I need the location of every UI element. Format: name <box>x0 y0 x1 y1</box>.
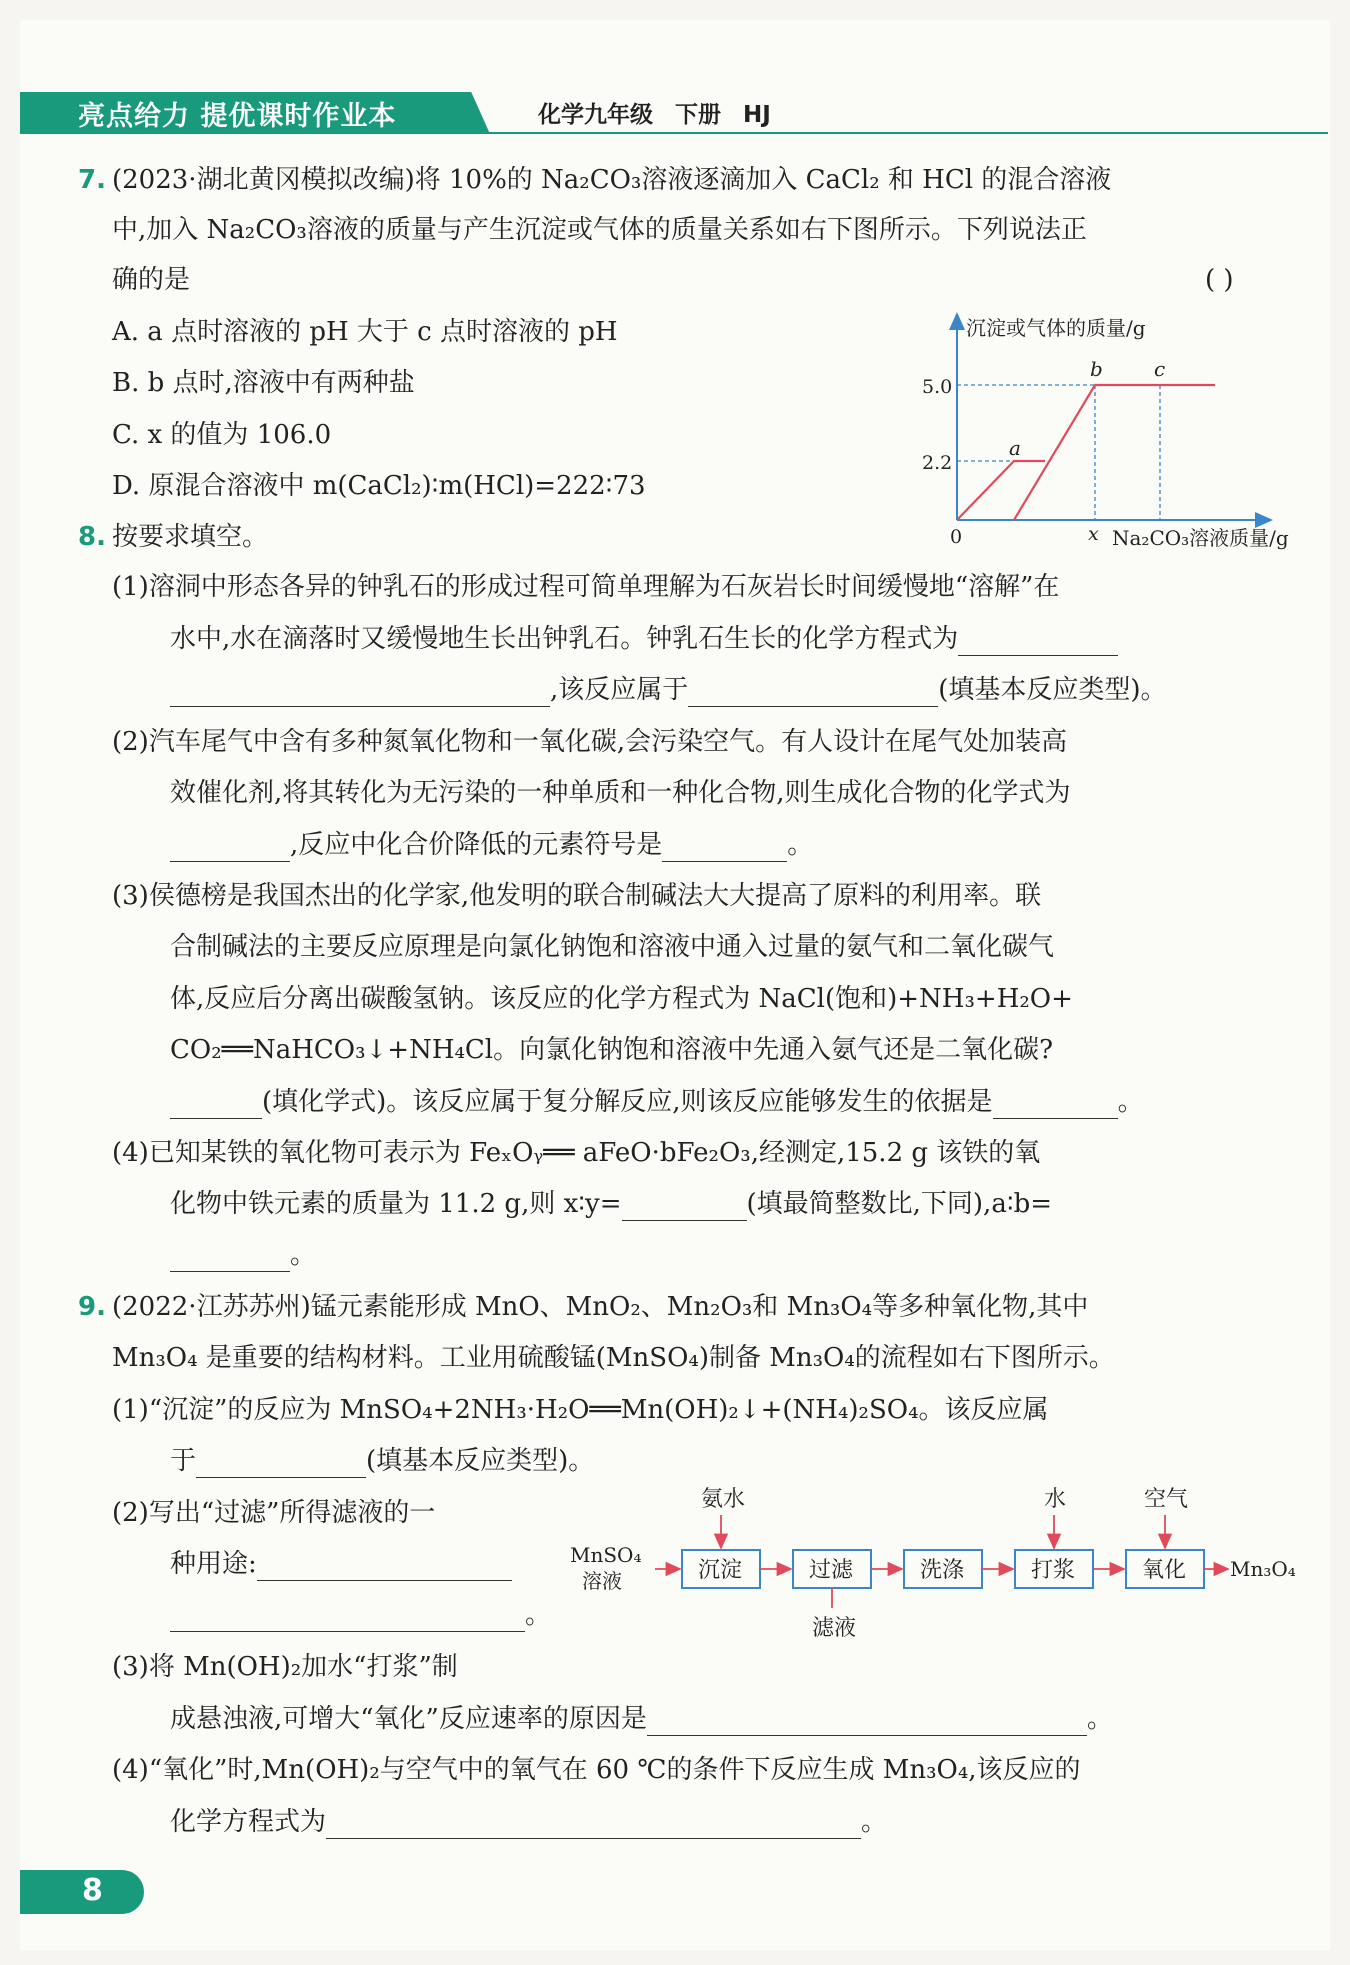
answer-blank[interactable] <box>993 1092 1118 1119</box>
flow-step-filter: 过滤 <box>809 1558 854 1583</box>
flow-input-air: 空气 <box>1144 1487 1189 1512</box>
question-7-line1: (2023·湖北黄冈模拟改编)将 10%的 Na₂CO₃溶液逐滴加入 CaCl₂ 和 HCl 的混合溶液 <box>112 165 1112 195</box>
question-7-line2: 中,加入 Na₂CO₃溶液的质量与产生沉淀或气体的质量关系如右下图所示。下列说法正 <box>112 215 1087 245</box>
answer-blank[interactable] <box>326 1812 861 1839</box>
q9-part4-line2: 化学方程式为 。 <box>170 1807 888 1837</box>
flow-input-ammonia: 氨水 <box>701 1487 746 1512</box>
flow-input-water: 水 <box>1044 1487 1067 1512</box>
header-brand: 亮点给力 提优课时作业本 <box>78 101 397 132</box>
point-label-c: c <box>1154 357 1166 381</box>
answer-blank[interactable] <box>196 1451 366 1478</box>
q8-part3-line4: CO₂══NaHCO₃↓+NH₄Cl。向氯化钠饱和溶液中先通入氨气还是二氧化碳? <box>170 1035 1054 1065</box>
y-tick-5: 5.0 <box>922 376 953 398</box>
flow-end: Mn₃O₄ <box>1230 1557 1296 1581</box>
answer-blank[interactable] <box>170 680 550 707</box>
question-8-intro: 按要求填空。 <box>112 522 269 552</box>
q9-part1-line1: (1)“沉淀”的反应为 MnSO₄+2NH₃·H₂O══Mn(OH)₂↓+(NH₄)₂SO₄。该反应属 <box>112 1395 1049 1425</box>
flow-step-precipitate: 沉淀 <box>698 1558 743 1583</box>
q8-part3-line5: (填化学式)。该反应属于复分解反应,则该反应能够发生的依据是 。 <box>170 1085 1144 1119</box>
q8-part4-line1: (4)已知某铁的氧化物可表示为 FeₓOᵧ══ aFeO·bFe₂O₃,经测定,15.2 g 该铁的氧 <box>112 1138 1041 1168</box>
flow-start-line2: 溶液 <box>582 1569 622 1593</box>
question-8-number: 8. <box>78 522 106 552</box>
point-label-a: a <box>1009 436 1021 460</box>
x-axis-label: Na₂CO₃溶液质量/g <box>1112 526 1289 550</box>
q9-part3-line2: 成悬浊液,可增大“氧化”反应速率的原因是 。 <box>170 1704 1113 1734</box>
answer-blank[interactable] <box>688 680 938 707</box>
header-subject: 化学九年级 下册 HJ <box>538 102 771 128</box>
point-label-b: b <box>1090 357 1103 381</box>
q8-part3-line2: 合制碱法的主要反应原理是向氯化钠饱和溶液中通入过量的氨气和二氧化碳气 <box>170 932 1055 962</box>
answer-blank[interactable] <box>647 1709 1087 1736</box>
question-9-number: 9. <box>78 1292 106 1322</box>
q9-part1-line2: 于 (填基本反应类型)。 <box>170 1446 595 1476</box>
q9-part2-line3: 。 <box>170 1598 551 1632</box>
q8-part2-line1: (2)汽车尾气中含有多种氮氧化物和一氧化碳,会污染空气。有人设计在尾气处加装高 <box>112 727 1068 757</box>
q8-part2-line3: ,反应中化合价降低的元素符号是 。 <box>170 828 813 862</box>
q8-part4-line3: 。 <box>170 1238 316 1272</box>
flow-step-slurry: 打浆 <box>1031 1558 1076 1583</box>
question-7-line3: 确的是 <box>112 265 191 295</box>
option-d: D. 原混合溶液中 m(CaCl₂)∶m(HCl)=222∶73 <box>112 471 646 501</box>
answer-blank[interactable] <box>958 629 1118 656</box>
q8-part1-line1: (1)溶洞中形态各异的钟乳石的形成过程可简单理解为石灰岩长时间缓慢地“溶解”在 <box>112 572 1060 602</box>
question-7-number: 7. <box>78 165 106 195</box>
answer-blank[interactable] <box>170 1605 525 1632</box>
q9-part2-line2: 种用途: <box>170 1547 512 1581</box>
q8-part3-line3: 体,反应后分离出碳酸氢钠。该反应的化学方程式为 NaCl(饱和)+NH₃+H₂O+ <box>170 984 1073 1014</box>
answer-paren: ( ) <box>1205 265 1234 295</box>
series-precipitate <box>1014 385 1215 520</box>
flow-output-filtrate: 滤液 <box>812 1616 857 1641</box>
mass-chart <box>900 305 1320 555</box>
q8-part1-line3: ,该反应属于 (填基本反应类型)。 <box>170 673 1167 707</box>
q9-part3-line1: (3)将 Mn(OH)₂加水“打浆”制 <box>112 1652 458 1682</box>
flow-step-wash: 洗涤 <box>920 1558 965 1583</box>
option-a: A. a 点时溶液的 pH 大于 c 点时溶液的 pH <box>112 317 618 347</box>
flow-start-line1: MnSO₄ <box>570 1543 642 1567</box>
answer-blank[interactable] <box>257 1554 512 1581</box>
q8-part1-line2 <box>170 622 1118 656</box>
q8-part2-line2: 效催化剂,将其转化为无污染的一种单质和一种化合物,则生成化合物的化学式为 <box>170 778 1071 808</box>
header-divider <box>488 132 1328 134</box>
guides <box>957 385 1160 520</box>
process-flow-diagram <box>560 1480 1320 1650</box>
question-9-line2: Mn₃O₄ 是重要的结构材料。工业用硫酸锰(MnSO₄)制备 Mn₃O₄的流程如右下图所示。 <box>112 1343 1115 1373</box>
q8-part1-text: 水中,水在滴落时又缓慢地生长出钟乳石。钟乳石生长的化学方程式为 <box>170 624 959 654</box>
option-c: C. x 的值为 106.0 <box>112 420 332 450</box>
answer-blank[interactable] <box>622 1194 747 1221</box>
answer-blank[interactable] <box>662 835 787 862</box>
answer-blank[interactable] <box>170 1092 262 1119</box>
origin-label: 0 <box>950 526 963 548</box>
flow-step-oxidize: 氧化 <box>1142 1558 1187 1583</box>
y-tick-2-2: 2.2 <box>922 452 953 474</box>
answer-blank[interactable] <box>170 835 290 862</box>
option-b: B. b 点时,溶液中有两种盐 <box>112 368 415 398</box>
q8-part3-line1: (3)侯德榜是我国杰出的化学家,他发明的联合制碱法大大提高了原料的利用率。联 <box>112 881 1042 911</box>
y-axis-label: 沉淀或气体的质量/g <box>966 316 1146 340</box>
q9-part2-line1: (2)写出“过滤”所得滤液的一 <box>112 1498 436 1528</box>
page-number: 8 <box>82 1873 103 1908</box>
answer-blank[interactable] <box>170 1245 290 1272</box>
q8-part4-line2: 化物中铁元素的质量为 11.2 g,则 x∶y= (填最简整数比,下同),a∶b= <box>170 1189 1053 1219</box>
x-mark-label: x <box>1088 523 1099 545</box>
question-9-line1: (2022·江苏苏州)锰元素能形成 MnO、MnO₂、Mn₂O₃和 Mn₃O₄等多种氧化物,其中 <box>112 1292 1089 1322</box>
q9-part4-line1: (4)“氧化”时,Mn(OH)₂与空气中的氧气在 60 ℃的条件下反应生成 Mn₃O₄,该反应的 <box>112 1755 1081 1785</box>
